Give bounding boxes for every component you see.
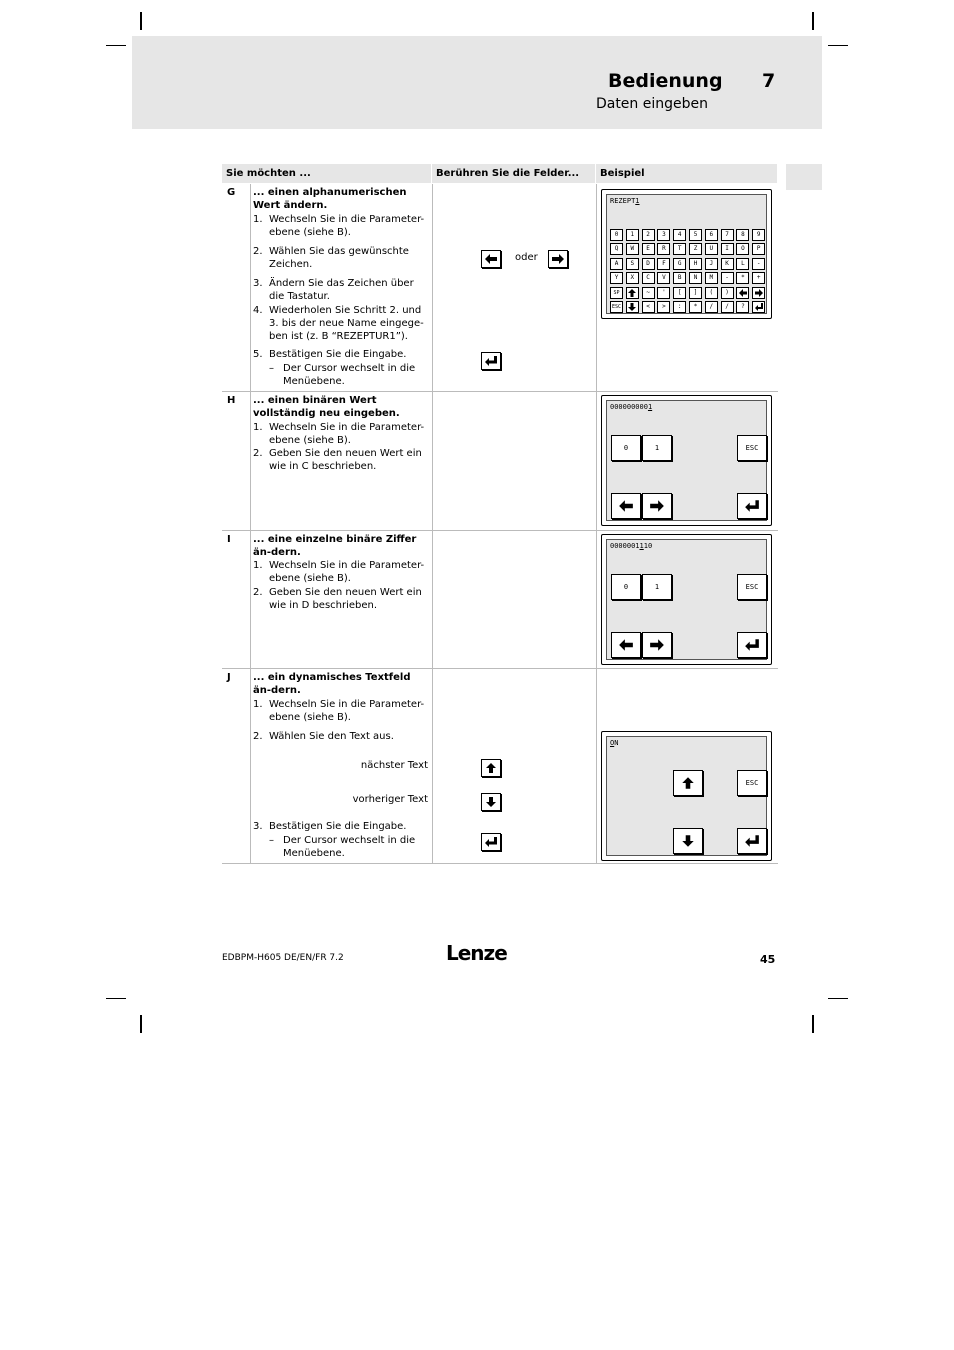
enter-button[interactable] [737, 493, 767, 519]
keyboard-key[interactable]: O [736, 243, 749, 255]
display-value: 0000000001 [610, 403, 653, 411]
enter-icon [754, 302, 764, 312]
crop-mark [828, 45, 848, 46]
table-divider [432, 184, 433, 863]
keyboard-key[interactable]: I [721, 243, 734, 255]
display-screen [606, 539, 767, 660]
left-arrow-icon [618, 638, 634, 652]
keyboard-key[interactable]: A [610, 258, 623, 270]
key-down-arrow[interactable] [626, 301, 639, 313]
keyboard-key[interactable]: 2 [642, 229, 655, 241]
esc-button[interactable]: ESC [737, 435, 767, 461]
side-tab [786, 164, 822, 190]
display-value: ON [610, 739, 619, 747]
up-arrow-button[interactable] [481, 759, 501, 777]
esc-button[interactable]: ESC [737, 770, 767, 796]
key-left-arrow[interactable] [736, 287, 749, 299]
up-arrow-button[interactable] [673, 770, 703, 796]
enter-button[interactable] [737, 632, 767, 658]
chapter-number: 7 [762, 70, 776, 92]
crop-mark [812, 12, 814, 30]
section-title-h: ... einen binären Wert vollständig neu eingeben. [253, 395, 400, 419]
table-divider [596, 184, 597, 863]
key-up-arrow[interactable] [626, 287, 639, 299]
right-arrow-icon [649, 638, 665, 652]
example-panel-binary-full [601, 395, 772, 526]
left-arrow-button[interactable] [611, 632, 641, 658]
right-arrow-icon [649, 499, 665, 513]
keyboard-key[interactable]: F [657, 258, 670, 270]
enter-icon [744, 834, 760, 848]
enter-icon [484, 355, 498, 367]
page-number: 45 [760, 953, 776, 966]
example-panel-keyboard [601, 189, 772, 319]
keyboard-key[interactable]: Q [610, 243, 623, 255]
keyboard-key[interactable]: J [705, 258, 718, 270]
keyboard-key[interactable]: 4 [673, 229, 686, 241]
section-letter-i: I [227, 534, 231, 545]
keyboard-key[interactable]: ? [736, 301, 749, 313]
keyboard-key[interactable]: D [642, 258, 655, 270]
keyboard-key[interactable]: B [673, 272, 686, 284]
display-value: 0000001110 [610, 542, 653, 550]
keyboard-key[interactable]: SP [610, 287, 623, 299]
chapter-title: Bedienung [608, 70, 723, 92]
keyboard-key[interactable]: - [752, 258, 765, 270]
keyboard-key[interactable]: + [752, 272, 765, 284]
section-letter-j: J [227, 672, 231, 683]
keyboard-key[interactable]: ESC [610, 301, 623, 313]
left-arrow-button[interactable] [481, 250, 501, 268]
keyboard-key[interactable]: 0 [610, 229, 623, 241]
keyboard-key[interactable]: * [736, 272, 749, 284]
down-arrow-button[interactable] [673, 828, 703, 854]
display-screen [606, 400, 767, 521]
crop-mark [106, 998, 126, 999]
keyboard-key[interactable]: ~ [642, 287, 655, 299]
esc-button[interactable]: ESC [737, 574, 767, 600]
left-arrow-button[interactable] [611, 493, 641, 519]
digit-1-button[interactable]: 1 [642, 435, 672, 461]
keyboard-key[interactable]: * [689, 301, 702, 313]
keyboard-key[interactable]: / [705, 301, 718, 313]
example-panel-textfield [601, 731, 772, 861]
up-arrow-icon [484, 762, 498, 774]
keyboard-key[interactable]: S [626, 258, 639, 270]
section-title-j: ... ein dynamisches Textfeld än-dern. [253, 672, 411, 696]
crop-mark [140, 1015, 142, 1033]
keyboard-key[interactable]: - [721, 272, 734, 284]
keyboard-key[interactable]: U [705, 243, 718, 255]
keyboard-key[interactable]: T [673, 243, 686, 255]
keyboard-key[interactable]: / [721, 301, 734, 313]
table-divider [222, 391, 778, 392]
table-divider [222, 863, 778, 864]
table-divider [222, 668, 778, 669]
down-arrow-icon [484, 796, 498, 808]
keyboard-key[interactable]: V [657, 272, 670, 284]
keyboard-key[interactable]: 3 [657, 229, 670, 241]
document-code: EDBPM-H605 DE/EN/FR 7.2 [222, 953, 344, 963]
keyboard-key[interactable]: [ [673, 287, 686, 299]
enter-icon [744, 638, 760, 652]
down-arrow-icon [680, 834, 696, 848]
keyboard-key[interactable]: 8 [736, 229, 749, 241]
key-right-arrow[interactable] [752, 287, 765, 299]
keyboard-key[interactable]: R [657, 243, 670, 255]
up-arrow-icon [680, 776, 696, 790]
display-screen [606, 736, 767, 856]
keyboard-key[interactable]: ) [721, 287, 734, 299]
down-arrow-icon [627, 302, 637, 312]
crop-mark [106, 45, 126, 46]
keyboard-key[interactable]: ( [705, 287, 718, 299]
keyboard-key[interactable]: Z [689, 243, 702, 255]
digit-0-button[interactable]: 0 [611, 435, 641, 461]
keyboard-key[interactable]: X [626, 272, 639, 284]
enter-icon [744, 499, 760, 513]
enter-button[interactable] [481, 352, 501, 370]
keyboard-key[interactable]: M [705, 272, 718, 284]
keyboard-key[interactable]: < [642, 301, 655, 313]
keyboard-key[interactable]: C [642, 272, 655, 284]
right-arrow-button[interactable] [642, 493, 672, 519]
keyboard-key[interactable]: Y [610, 272, 623, 284]
oder-label: oder [515, 252, 538, 263]
keyboard-key[interactable]: 9 [752, 229, 765, 241]
column-header-example: Beispiel [596, 164, 777, 183]
keyboard-key[interactable]: G [673, 258, 686, 270]
keyboard-key[interactable]: P [752, 243, 765, 255]
left-arrow-icon [738, 288, 748, 298]
keyboard-key[interactable]: H [689, 258, 702, 270]
digit-1-button[interactable]: 1 [642, 574, 672, 600]
keyboard-key[interactable]: : [673, 301, 686, 313]
right-arrow-button[interactable] [642, 632, 672, 658]
section-letter-h: H [227, 395, 236, 406]
section-title-g: ... einen alphanumerischen Wert ändern. [253, 187, 407, 211]
right-arrow-icon [754, 288, 764, 298]
column-header-want: Sie möchten ... [222, 164, 431, 183]
brand-logo: Lenze [446, 941, 507, 965]
keyboard-key[interactable]: 1 [626, 229, 639, 241]
chapter-subtitle: Daten eingeben [595, 96, 708, 112]
keyboard-key[interactable]: ' [657, 287, 670, 299]
keyboard-key[interactable]: ] [689, 287, 702, 299]
right-arrow-button[interactable] [548, 250, 568, 268]
enter-icon [484, 836, 498, 848]
down-arrow-button[interactable] [481, 793, 501, 811]
example-panel-binary-digit [601, 534, 772, 665]
keyboard-key[interactable]: 7 [721, 229, 734, 241]
crop-mark [140, 12, 142, 30]
digit-0-button[interactable]: 0 [611, 574, 641, 600]
keyboard-key[interactable]: 6 [705, 229, 718, 241]
table-divider [222, 530, 778, 531]
enter-button[interactable] [481, 833, 501, 851]
section-title-i: ... eine einzelne binäre Ziffer än-dern. [253, 534, 417, 558]
keyboard-key[interactable]: 5 [689, 229, 702, 241]
keyboard-key[interactable]: W [626, 243, 639, 255]
display-value: REZEPT1 [610, 197, 640, 205]
table-divider [250, 184, 251, 863]
crop-mark [828, 998, 848, 999]
previous-text-label: vorheriger Text [352, 794, 428, 805]
keyboard-key[interactable]: K [721, 258, 734, 270]
keyboard-key[interactable]: > [657, 301, 670, 313]
keyboard-key[interactable]: E [642, 243, 655, 255]
display-screen [606, 194, 767, 314]
keyboard-key[interactable]: N [689, 272, 702, 284]
left-arrow-icon [484, 253, 498, 265]
section-letter-g: G [227, 187, 236, 198]
column-header-touch: Berühren Sie die Felder... [432, 164, 595, 183]
enter-button[interactable] [737, 828, 767, 854]
next-text-label: nächster Text [360, 760, 428, 771]
left-arrow-icon [618, 499, 634, 513]
up-arrow-icon [627, 288, 637, 298]
right-arrow-icon [551, 253, 565, 265]
key-enter[interactable] [752, 301, 765, 313]
keyboard-key[interactable]: L [736, 258, 749, 270]
crop-mark [812, 1015, 814, 1033]
